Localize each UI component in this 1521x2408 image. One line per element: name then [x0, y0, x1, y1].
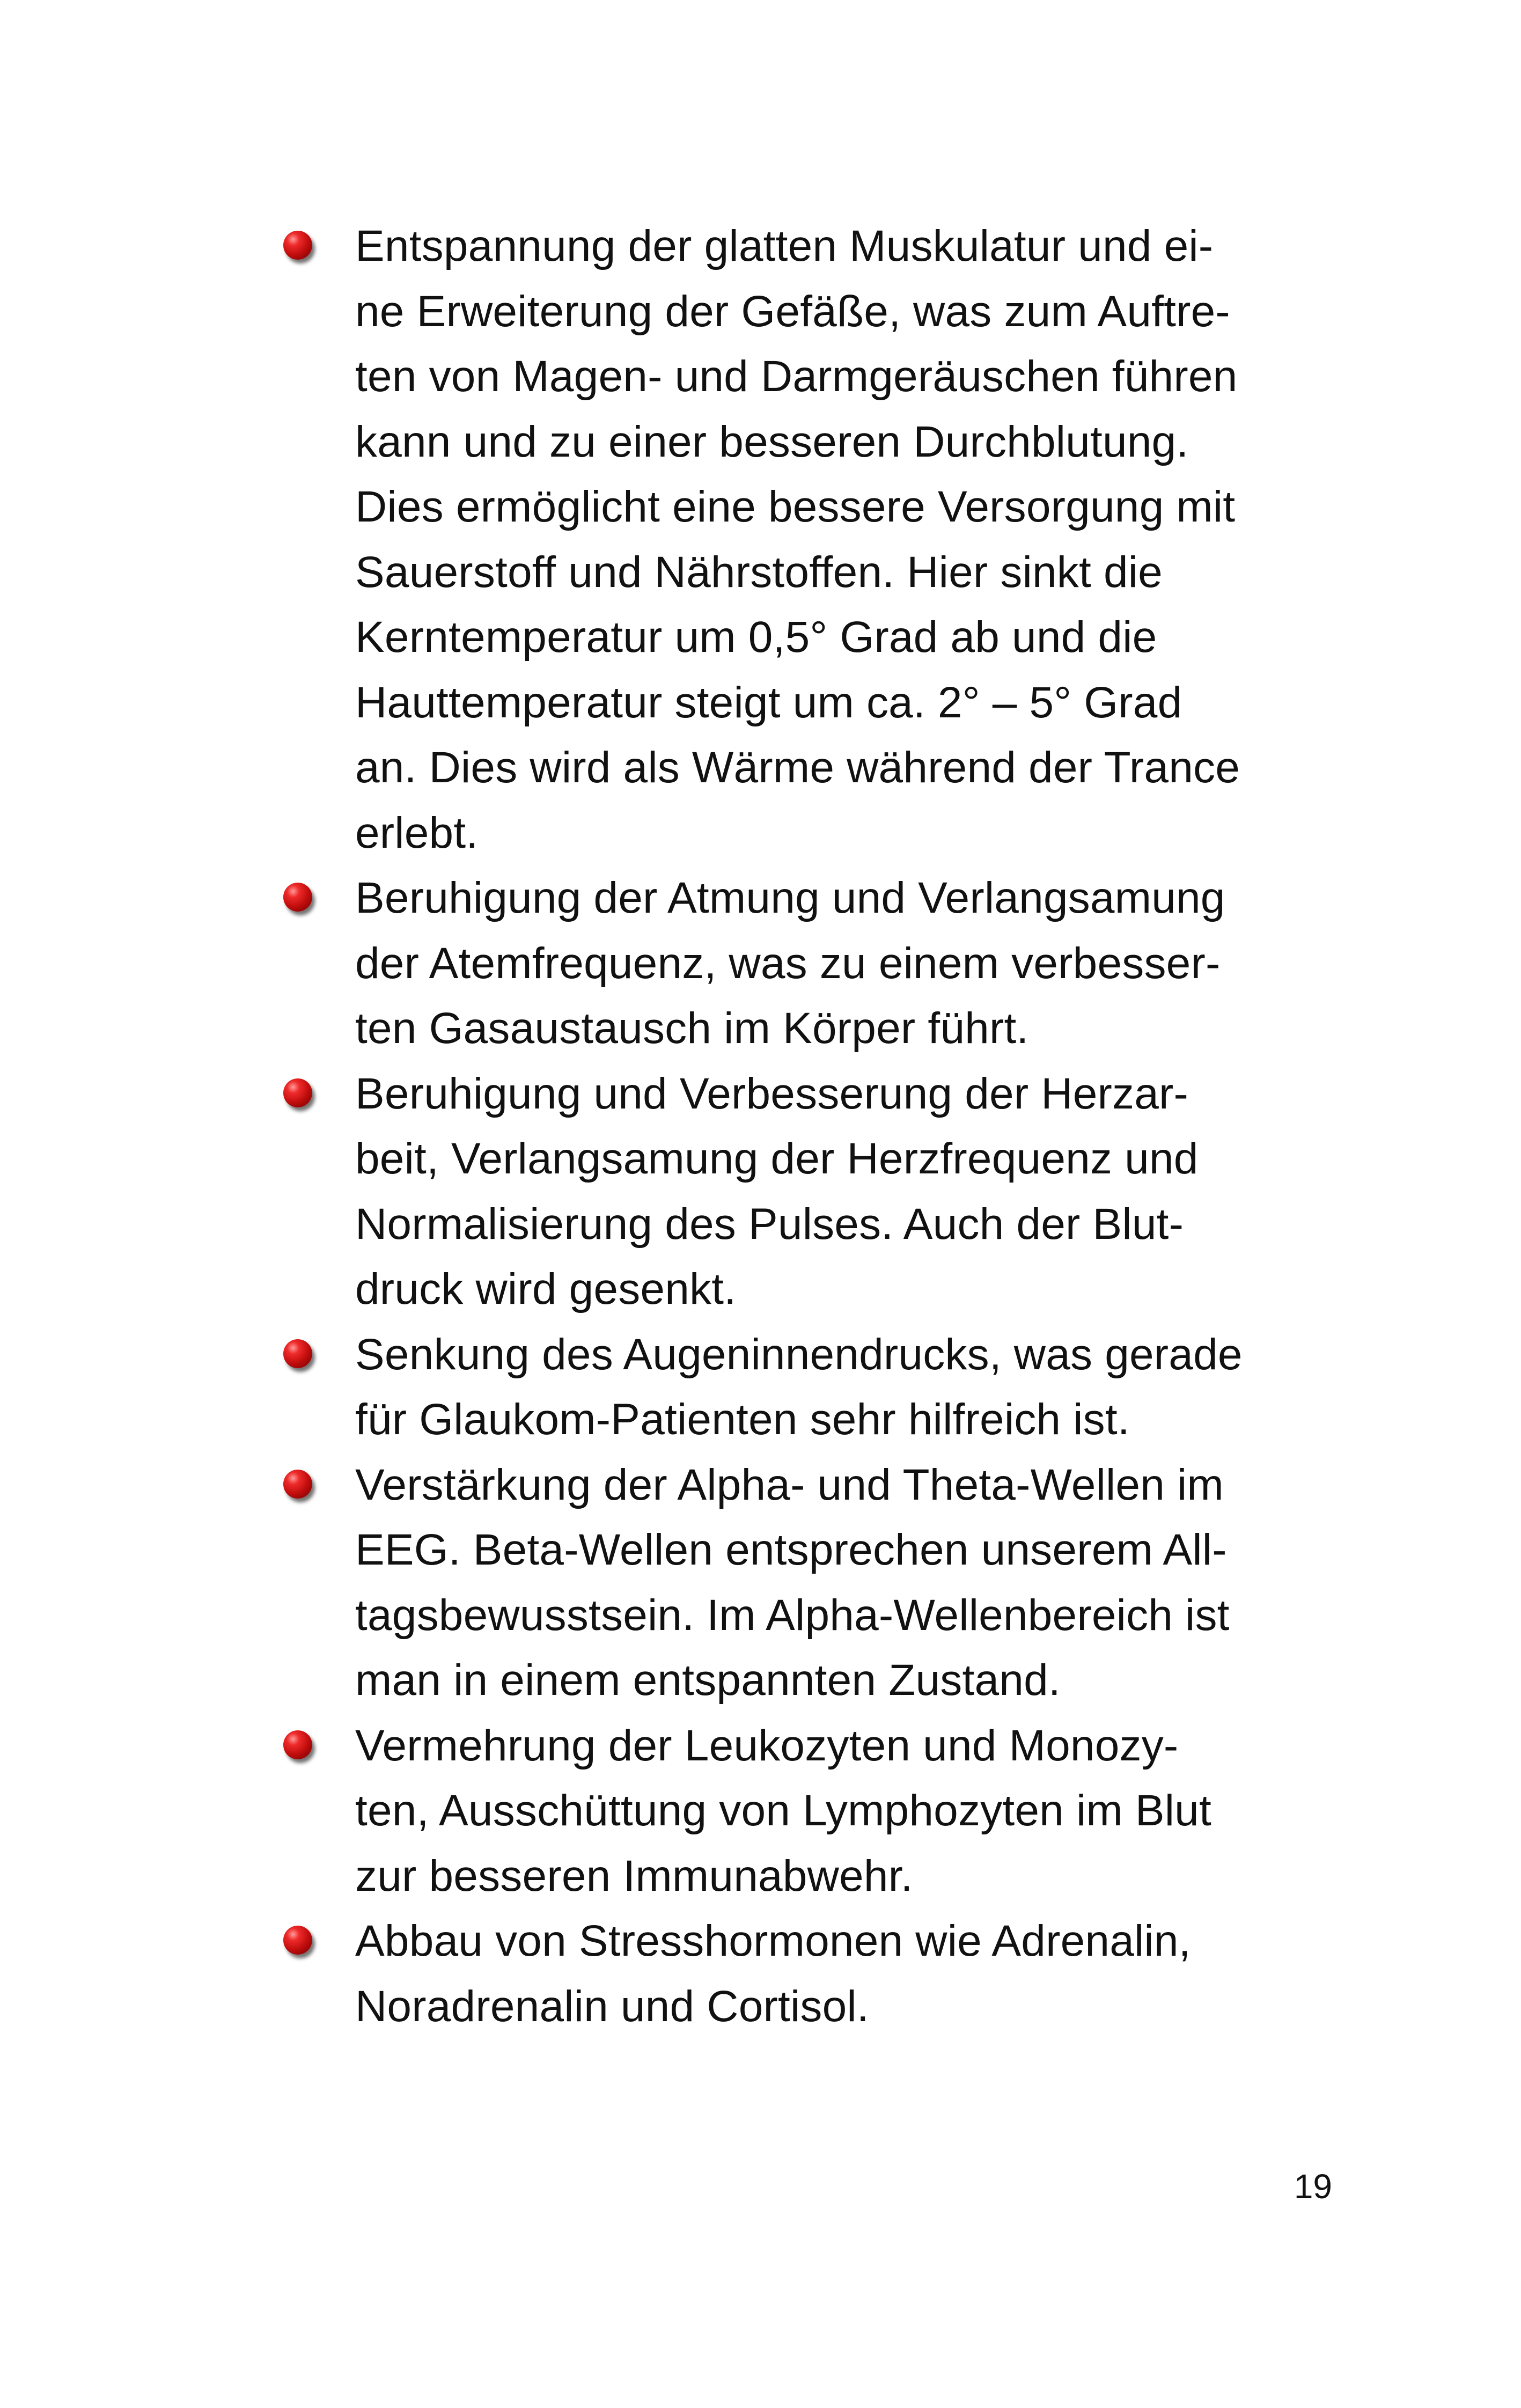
list-item-text: Vermehrung der Leukozyten und Monozy- ten, Ausschüttung von Lymphozyten im Blut zur besseren Immunabwehr. [355, 1721, 1211, 1900]
list-item [279, 865, 1363, 1061]
red-sphere-bullet-icon [283, 1078, 312, 1107]
page-number: 19 [1294, 2167, 1332, 2206]
red-sphere-bullet-icon [283, 231, 312, 260]
red-sphere-bullet-icon [283, 1339, 312, 1368]
red-sphere-bullet-icon [283, 883, 312, 912]
list-item-text: Verstärkung der Alpha- und Theta-Wellen im EEG. Beta-Wellen entsprechen unserem All- tagsbewusstsein. Im Alpha-Wellenbereich ist man in einem entspannten Zustand. [355, 1460, 1230, 1705]
list-item-text: Abbau von Stresshormonen wie Adrenalin, Noradrenalin und Cortisol. [355, 1917, 1191, 2031]
list-item-text: Entspannung der glatten Muskulatur und ei- ne Erweiterung der Gefäße, was zum Auftre- ten von Magen- und Darmgeräuschen führen kann und zu einer besseren Durchblutung. Dies ermöglicht eine bessere Versorgung mit Sauerstoff und Nährstoffen. Hier sinkt die Kerntemperatur um 0,5° Grad ab und die Hauttemperatur steigt um ca. 2° – 5° Grad an. Dies wird als Wärme während der Trance erlebt. [355, 222, 1240, 857]
list-item-text: Senkung des Augeninnendrucks, was gerade für Glaukom-Patienten sehr hilfreich ist. [355, 1330, 1243, 1444]
list-item [279, 1713, 1363, 1909]
red-sphere-bullet-icon [283, 1926, 312, 1955]
list-item [279, 214, 1363, 865]
list-item [279, 1908, 1363, 2039]
list-item-text: Beruhigung und Verbesserung der Herzar- beit, Verlangsamung der Herzfrequenz und Normalisierung des Pulses. Auch der Blut- druck wird gesenkt. [355, 1069, 1199, 1313]
red-sphere-bullet-icon [283, 1470, 312, 1499]
list-item [279, 1322, 1363, 1452]
list-item [279, 1452, 1363, 1713]
list-item-text: Beruhigung der Atmung und Verlangsamung der Atemfrequenz, was zu einem verbesser- ten Gasaustausch im Körper führt. [355, 873, 1225, 1053]
bullet-list [279, 214, 1363, 2039]
list-item [279, 1061, 1363, 1322]
red-sphere-bullet-icon [283, 1730, 312, 1759]
